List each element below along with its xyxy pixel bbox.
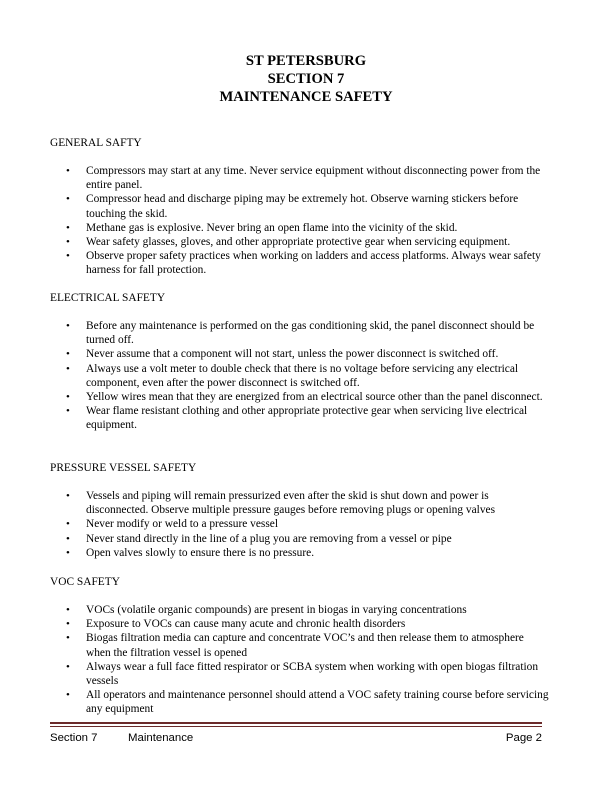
bullet-icon: • bbox=[66, 490, 70, 502]
footer-rule-thin bbox=[50, 726, 542, 727]
bullet-icon: • bbox=[66, 320, 70, 332]
bullet-icon: • bbox=[66, 250, 70, 263]
footer-rule bbox=[50, 722, 542, 724]
list-item: • Biogas filtration media can capture and concentrate VOC’s and then release them to atmosphere when the filtration vessel is opened bbox=[66, 632, 524, 659]
list-item: • Before any maintenance is performed on the gas conditioning skid, the panel disconnect should be turned off. bbox=[66, 320, 535, 347]
bullet-icon: • bbox=[66, 689, 70, 702]
pressure-vessel-safety-list bbox=[50, 489, 550, 560]
bullet-icon: • bbox=[66, 632, 70, 645]
bullet-icon: • bbox=[66, 348, 70, 361]
bullet-icon: • bbox=[66, 236, 70, 249]
footer-name: Maintenance bbox=[128, 732, 194, 744]
bullet-icon: • bbox=[66, 546, 70, 559]
bullet-icon: • bbox=[66, 660, 70, 673]
bullet-icon: • bbox=[66, 193, 70, 206]
bullet-icon: • bbox=[66, 362, 70, 375]
list-item: • Wear flame resistant clothing and other appropriate protective gear when servicing live electrical equipment. bbox=[66, 405, 528, 432]
list-item: • All operators and maintenance personnel should attend a VOC safety training course before servicing any equipment bbox=[66, 689, 549, 716]
bullet-icon: • bbox=[66, 604, 70, 616]
bullet-icon: • bbox=[66, 165, 70, 177]
list-item: • Vessels and piping will remain pressurized even after the skid is shut down and power is disconnected. Observe multiple pressure gauges before removing plugs or opening valves bbox=[66, 490, 496, 517]
section-heading-electrical: ELECTRICAL SAFETY bbox=[50, 292, 166, 304]
title-line-2: SECTION 7 bbox=[267, 71, 345, 87]
title-line-3: MAINTENANCE SAFETY bbox=[219, 89, 393, 105]
section-heading-general: GENERAL SAFTY bbox=[50, 137, 142, 149]
list-item: • Compressors may start at any time. Never service equipment without disconnecting power from the entire panel. bbox=[66, 165, 541, 192]
section-heading-pressure-vessel: PRESSURE VESSEL SAFETY bbox=[50, 462, 197, 474]
section-heading-voc: VOC SAFETY bbox=[50, 576, 120, 588]
list-item: • Never modify or weld to a pressure vessel bbox=[66, 518, 279, 531]
bullet-icon: • bbox=[66, 618, 70, 631]
list-item: • Open valves slowly to ensure there is no pressure. bbox=[66, 546, 315, 559]
bullet-icon: • bbox=[66, 532, 70, 545]
bullet-icon: • bbox=[66, 405, 70, 418]
list-item: • Compressor head and discharge piping may be extremely hot. Observe warning stickers before touching the skid. bbox=[66, 193, 519, 220]
list-item: • Observe proper safety practices when working on ladders and access platforms. Always wear safety harness for fall protection. bbox=[66, 250, 541, 277]
list-item: • Wear safety glasses, gloves, and other appropriate protective gear when servicing equipment. bbox=[66, 236, 511, 249]
list-item: • Methane gas is explosive. Never bring an open flame into the vicinity of the skid. bbox=[66, 221, 458, 234]
document-title bbox=[0, 52, 612, 106]
electrical-safety-list bbox=[50, 319, 550, 433]
footer-page-number: Page 2 bbox=[505, 732, 542, 744]
voc-safety-list bbox=[50, 603, 550, 717]
footer-section: Section 7 bbox=[50, 732, 98, 744]
list-item: • Never stand directly in the line of a plug you are removing from a vessel or pipe bbox=[66, 532, 452, 545]
list-item: • Exposure to VOCs can cause many acute and chronic health disorders bbox=[66, 618, 406, 631]
list-item: • VOCs (volatile organic compounds) are present in biogas in varying concentrations bbox=[66, 604, 467, 616]
bullet-icon: • bbox=[66, 391, 70, 404]
list-item: • Always use a volt meter to double check that there is no voltage before servicing any electrical component, even after the power disconnect is switched off. bbox=[66, 362, 519, 389]
list-item: • Always wear a full face fitted respirator or SCBA system when working with open biogas filtration vessels bbox=[66, 660, 539, 688]
general-safety-list bbox=[50, 164, 550, 278]
list-item: • Yellow wires mean that they are energized from an electrical source other than the panel disconnect. bbox=[66, 391, 543, 404]
title-line-1: ST PETERSBURG bbox=[245, 53, 367, 69]
bullet-icon: • bbox=[66, 518, 70, 531]
list-item: • Never assume that a component will not start, unless the power disconnect is switched off. bbox=[66, 348, 499, 361]
bullet-icon: • bbox=[66, 221, 70, 234]
